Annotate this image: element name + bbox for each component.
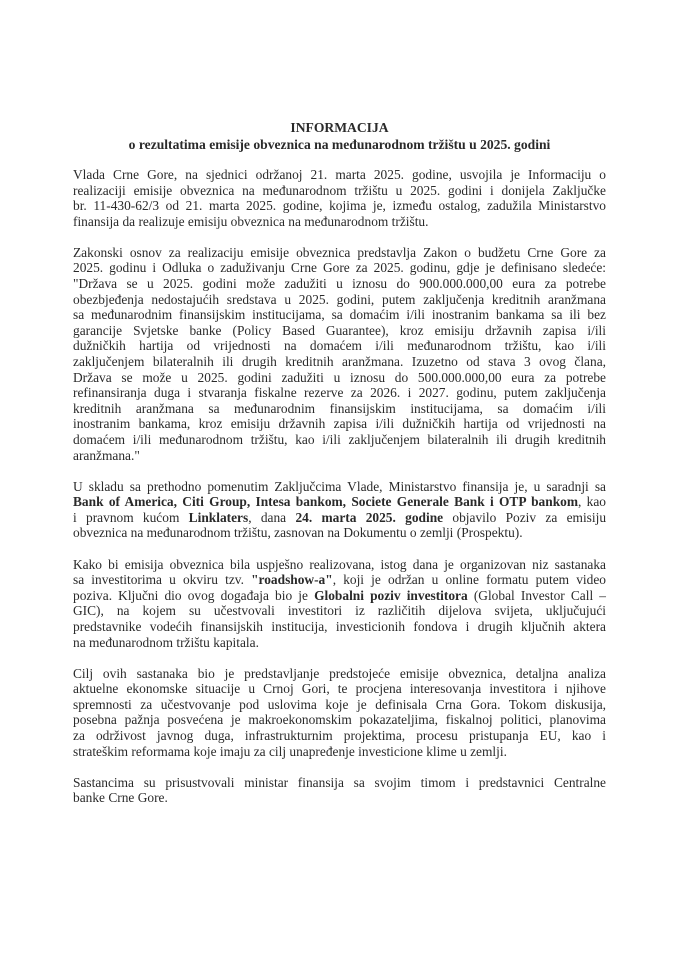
text-line: sa međunarodnim finansijskim institucijama, sa domaćim i/ili inostranim bankama sa ili bez — [73, 307, 606, 323]
text-line: kreditnih aranžmana sa međunarodnim finansijskim institucijama, sa domaćim i/ili — [73, 400, 606, 416]
document-subtitle: o rezultatima emisije obveznica na međunarodnom tržištu u 2025. godini — [128, 137, 551, 152]
text-line: "Država se u 2025. godini može zadužiti u iznosu do 900.000.000,00 eura za potrebe — [73, 276, 606, 292]
text-line: obezbjeđenja nedostajućih sredstava u 2025. godini, putem zaključenja kreditnih aranžmana — [73, 291, 606, 307]
text-line: za održivost javnog duga, infrastrukturnim projektima, procesu pristupanja EU, kao i — [73, 728, 606, 743]
text-line: Vlada Crne Gore, na sjednici održanoj 21. marta 2025. godine, usvojila je Informaciju o — [73, 167, 606, 182]
text-line: domaćem i/ili međunarodnom tržištu, kao i/ili zaključenjem bilateralnih ili drugih kreditnih — [73, 432, 606, 447]
text-line: banke Crne Gore. — [73, 790, 168, 806]
paragraph-attendees — [73, 775, 606, 806]
bank-names: Bank of America, Citi Group, Intesa bankom, Societe Generale Bank i OTP bankom — [73, 494, 578, 510]
text-line: sa investitorima u okviru tzv. "roadshow-a", koji je održan u online formatu putem video — [73, 572, 606, 588]
document-page — [73, 119, 606, 821]
text-line: 2025. godinu i Odluka o zaduživanju Crne Gore za 2025. godinu, gdje je definisano sledeće: — [73, 260, 606, 276]
text-line: predstavnike vodećih finansijskih institucija, investicionih fondova i drugih ključnih aktera — [73, 618, 606, 634]
text-line: realizaciji emisije obveznica na međunarodnom tržištu u 2025. godini i donijela Zaključke — [73, 182, 606, 198]
paragraph-roadshow — [73, 557, 606, 651]
text-line: Bank of America, Citi Group, Intesa bankom, Societe Generale Bank i OTP bankom, kao — [73, 494, 606, 510]
text-line: spremnosti za učestvovanje pod uslovima koje je definisala Crna Gora. Tokom diskusija, — [73, 696, 606, 712]
text-line: dužničkih hartija od vrijednosti na domaćem i/ili međunarodnom tržištu, kao i/ili — [73, 338, 606, 354]
text-line: U skladu sa prethodno pomenutim Zaključcima Vlade, Ministarstvo finansija je, u saradnji sa — [73, 478, 606, 494]
law-firm-name: Linklaters — [188, 509, 249, 525]
text-line: Sastancima su prisustvovali ministar finansija sa svojim timom i predstavnici Centralne — [73, 774, 606, 790]
paragraph-invitation — [73, 479, 606, 541]
text-line: strateškim reformama koje imaju za cilj unapređenje investicione klime u zemlji. — [73, 743, 507, 759]
text-line: Zakonski osnov za realizaciju emisije obveznica predstavlja Zakon o budžetu Crne Gore za — [73, 244, 606, 260]
paragraph-meeting-goals — [73, 666, 606, 760]
paragraph-government-decision — [73, 167, 606, 229]
document-title: INFORMACIJA — [290, 120, 389, 135]
text-line: GIC), na kojem su učestvovali investitori iz različitih dijelova svijeta, uključujući — [73, 603, 606, 619]
text-line: inostranim bankama, kroz emisiju državnih zapisa i/ili dužničkih hartija od vrijednosti na — [73, 416, 606, 432]
roadshow-term: "roadshow-a" — [251, 572, 333, 588]
text-line: obveznica na međunarodnom tržištu, zasnovan na Dokumentu o zemlji (Prospektu). — [73, 525, 523, 541]
text-line: finansija da realizuje emisiju obveznica na međunarodnom tržištu. — [73, 213, 429, 229]
global-investor-call-term: Globalni poziv investitora — [314, 587, 468, 603]
text-line: na međunarodnom tržištu kapitala. — [73, 634, 259, 650]
invitation-date: 24. marta 2025. godine — [295, 509, 444, 525]
text-line: posebna pažnja posvećena je makroekonomskim pokazateljima, fiskalnoj politici, planovima — [73, 712, 606, 728]
text-line: aranžmana." — [73, 447, 140, 463]
text-line: Država se može u 2025. godini zadužiti u iznosu do 500.000.000,00 eura za potrebe — [73, 369, 606, 385]
text-line: refinansiranja duga i stvaranja fiskalne rezerve za 2026. i 2027. godinu, putem zaključenja — [73, 385, 606, 401]
document-title-block — [73, 119, 606, 153]
text-line: zaključenjem bilateralnih ili drugih kreditnih aranžmana. Izuzetno od stava 3 ovog člana, — [73, 354, 606, 370]
text-line: i pravnom kućom Linklaters, dana 24. marta 2025. godine objavilo Poziv za emisiju — [73, 509, 607, 525]
paragraph-legal-basis — [73, 245, 606, 463]
text-line: br. 11-430-62/3 od 21. marta 2025. godine, kojima je, između ostalog, zadužila Ministarstvo — [73, 198, 606, 214]
text-line: poziva. Ključni dio ovog događaja bio je Globalni poziv investitora (Global Investor Call – — [73, 587, 606, 603]
text-line: aktuelne ekonomske situacije u Crnoj Gori, te procjena interesovanja investitora i njihove — [73, 681, 606, 697]
text-line: Kako bi emisija obveznica bila uspješno realizovana, istog dana je organizovan niz sastanaka — [73, 556, 606, 572]
text-line: garancije Svjetske banke (Policy Based Guarantee), kroz emisiju državnih zapisa i/ili — [73, 322, 606, 338]
text-line: Cilj ovih sastanaka bio je predstavljanje predstojeće emisije obveznica, detaljna analiza — [73, 665, 606, 681]
